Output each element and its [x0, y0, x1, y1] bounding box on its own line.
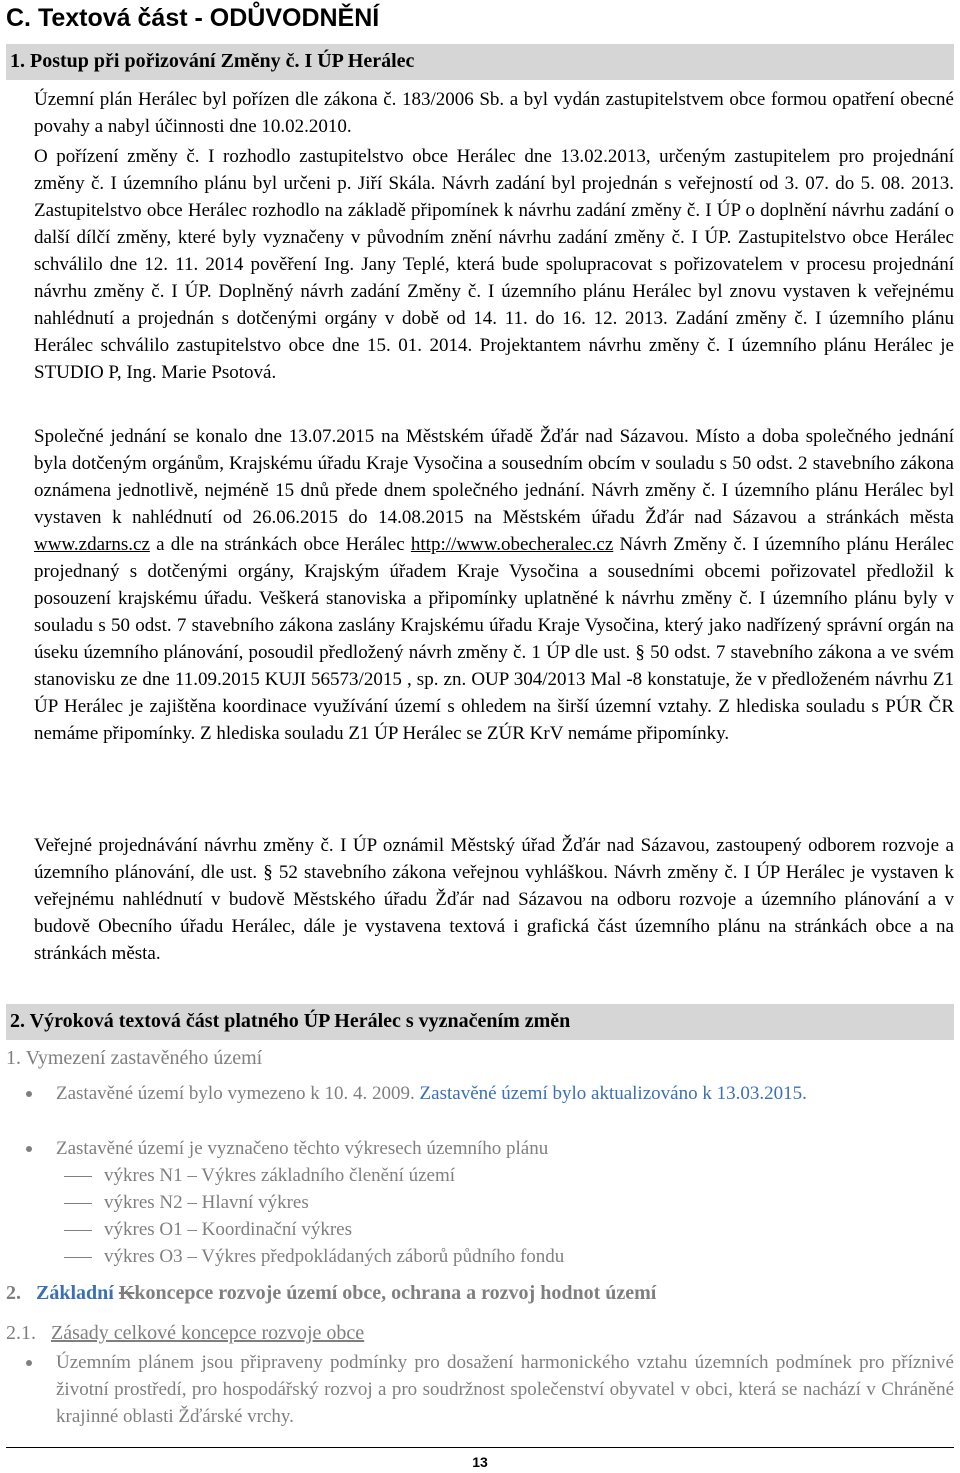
subsection-2-heading: 2. Základní Kkoncepce rozvoje území obce, ochrana a rozvoj hodnot území: [6, 1282, 657, 1304]
bullet-dot-icon: [26, 1091, 32, 1097]
dash-item: výkres N2 – Hlavní výkres: [6, 1189, 309, 1216]
subsection-2-1-heading: 2.1. Zásady celkové koncepce rozvoje obce: [6, 1322, 365, 1344]
dash-item: výkres N1 – Výkres základního členění území: [6, 1162, 455, 1189]
section-2-heading-band: [6, 1004, 954, 1040]
paragraph-2: O pořízení změny č. I rozhodlo zastupitelstvo obce Herálec dne 13.02.2013, určeným zastupitelem pro projednání změny č. I územního plánu byl určeni p. Jiří Skála. Návrh zadání byl projednán s veřejností od 3. 07. do 5. 08. 2013. Zastupitelstvo obce Herálec rozhodlo na základě připomínek k návrhu zadání změny č. I ÚP o doplnění návrhu zadání o další dílčí změny, které byly vyznačeny v původním znění návrhu zadání změny č. I ÚP. Zastupitelstvo obce Herálec schválilo dne 12. 11. 2014 pověření Ing. Jany Teplé, která bude spolupracovat s pořizovatelem v procesu projednání návrhu změny č. I ÚP. Doplněný návrh zadání Změny č. I územního plánu Herálec byl znovu vystaven k veřejnému nahlédnutí a projednán s dotčenými orgány v době od 14. 11. do 16. 12. 2013. Zadání změny č. I územního plánu Herálec schválilo zastupitelstvo obce dne 15. 01. 2014. Projektantem návrhu změny č. I územního plánu Herálec je STUDIO P, Ing. Marie Psotová.: [34, 146, 954, 383]
link-zdarns[interactable]: www.zdarns.cz: [34, 534, 150, 555]
dash-item: výkres O3 – Výkres předpokládaných záborů půdního fondu: [6, 1243, 564, 1270]
page-title: C. Textová část - ODŮVODNĚNÍ: [6, 4, 380, 32]
bullet-zasady: Územním plánem jsou připraveny podmínky pro dosažení harmonického vztahu územních podmínek pro příznivé životní prostředí, pro hospodářský rozvoj a pro soudržnost společenství obyvatel v obci, která se nachází v Chráněné krajinné oblasti Žďárské vrchy.: [6, 1349, 954, 1430]
paragraph-1: Územní plán Herálec byl pořízen dle zákona č. 183/2006 Sb. a byl vydán zastupitelstvem obce formou opatření obecné povahy a nabyl účinnosti dne 10.02.2010.: [34, 89, 954, 137]
bullet-zastavene-uzemi: Zastavěné území bylo vymezeno k 10. 4. 2009. Zastavěné území bylo aktualizováno k 13.03.2015.: [6, 1080, 954, 1107]
section-1-heading: 1. Postup při pořizování Změny č. I ÚP Herálec: [10, 50, 415, 72]
subsection-1-heading: 1. Vymezení zastavěného území: [6, 1047, 263, 1069]
footer-divider: [6, 1447, 954, 1448]
dash-item: výkres O1 – Koordinační výkres: [6, 1216, 352, 1243]
section-1-heading-band: [6, 44, 954, 80]
bullet-dot-icon: [26, 1360, 32, 1366]
bullet-vykresy: Zastavěné území je vyznačeno těchto výkresech územního plánu: [6, 1135, 954, 1162]
dash-icon: [64, 1257, 92, 1258]
paragraph-3: Společné jednání se konalo dne 13.07.2015 na Městském úřadě Žďár nad Sázavou. Místo a doba společného jednání byla dotčeným orgánům, Krajskému úřadu Kraje Vysočina a sousedním obcím v souladu s 50 odst. 2 stavebního zákona oznámena jednotlivě, nejméně 15 dnů přede dnem společného jednání. Návrh změny č. I územního plánu Herálec byl vystaven k nahlédnutí od 26.06.2015 do 14.08.2015 na Městském úřadu Žďár nad Sázavou a stránkách města www.zdarns.cz a dle na stránkách obce Herálec http://www.obecheralec.cz Návrh Změny č. I územního plánu Herálec projednaný s dotčenými orgány, Krajským úřadem Kraje Vysočina a sousedními obcemi pořizovatel předložil k posouzení krajskému úřadu. Veškerá stanoviska a připomínky uplatněné k návrhu změny č. I územního plánu byly v souladu s 50 odst. 7 stavebního zákona zaslány Krajskému úřadu Kraje Vysočina, který jako nadřízený správní orgán na úseku územního plánování, posoudil předložený návrh změny č. 1 ÚP dle ust. § 50 odst. 7 stavebního zákona a ve svém stanovisku ze dne 11.09.2015 KUJI 56573/2015 , sp. zn. OUP 304/2013 Mal -8 konstatuje, že v předloženém návrhu Z1 ÚP Herálec je zajištěna koordinace využívání území s ohledem na širší územní vztahy. Z hlediska souladu s PÚR ČR nemáme připomínky. Z hlediska souladu Z1 ÚP Herálec se ZÚR KrV nemáme připomínky.: [34, 426, 954, 744]
page-number: 13: [472, 1454, 488, 1470]
bullet-dot-icon: [26, 1146, 32, 1152]
section-2-heading: 2. Výroková textová část platného ÚP Herálec s vyznačením změn: [10, 1010, 571, 1032]
dash-icon: [64, 1176, 92, 1177]
link-obecheralec[interactable]: http://www.obecheralec.cz: [410, 534, 614, 555]
paragraph-4: Veřejné projednávání návrhu změny č. I ÚP oznámil Městský úřad Žďár nad Sázavou, zastoupený odborem rozvoje a územního plánování, dle ust. § 52 stavebního zákona veřejnou vyhláškou. Návrh změny č. I ÚP Herálec je vystaven k veřejnému nahlédnutí v budově Městského úřadu Žďár nad Sázavou na odboru rozvoje a územního plánování a v budově Obecního úřadu Herálec, dále je vystavena textová i grafická část územního plánu na stránkách obce a na stránkách města.: [34, 835, 954, 964]
dash-icon: [64, 1230, 92, 1231]
dash-icon: [64, 1203, 92, 1204]
